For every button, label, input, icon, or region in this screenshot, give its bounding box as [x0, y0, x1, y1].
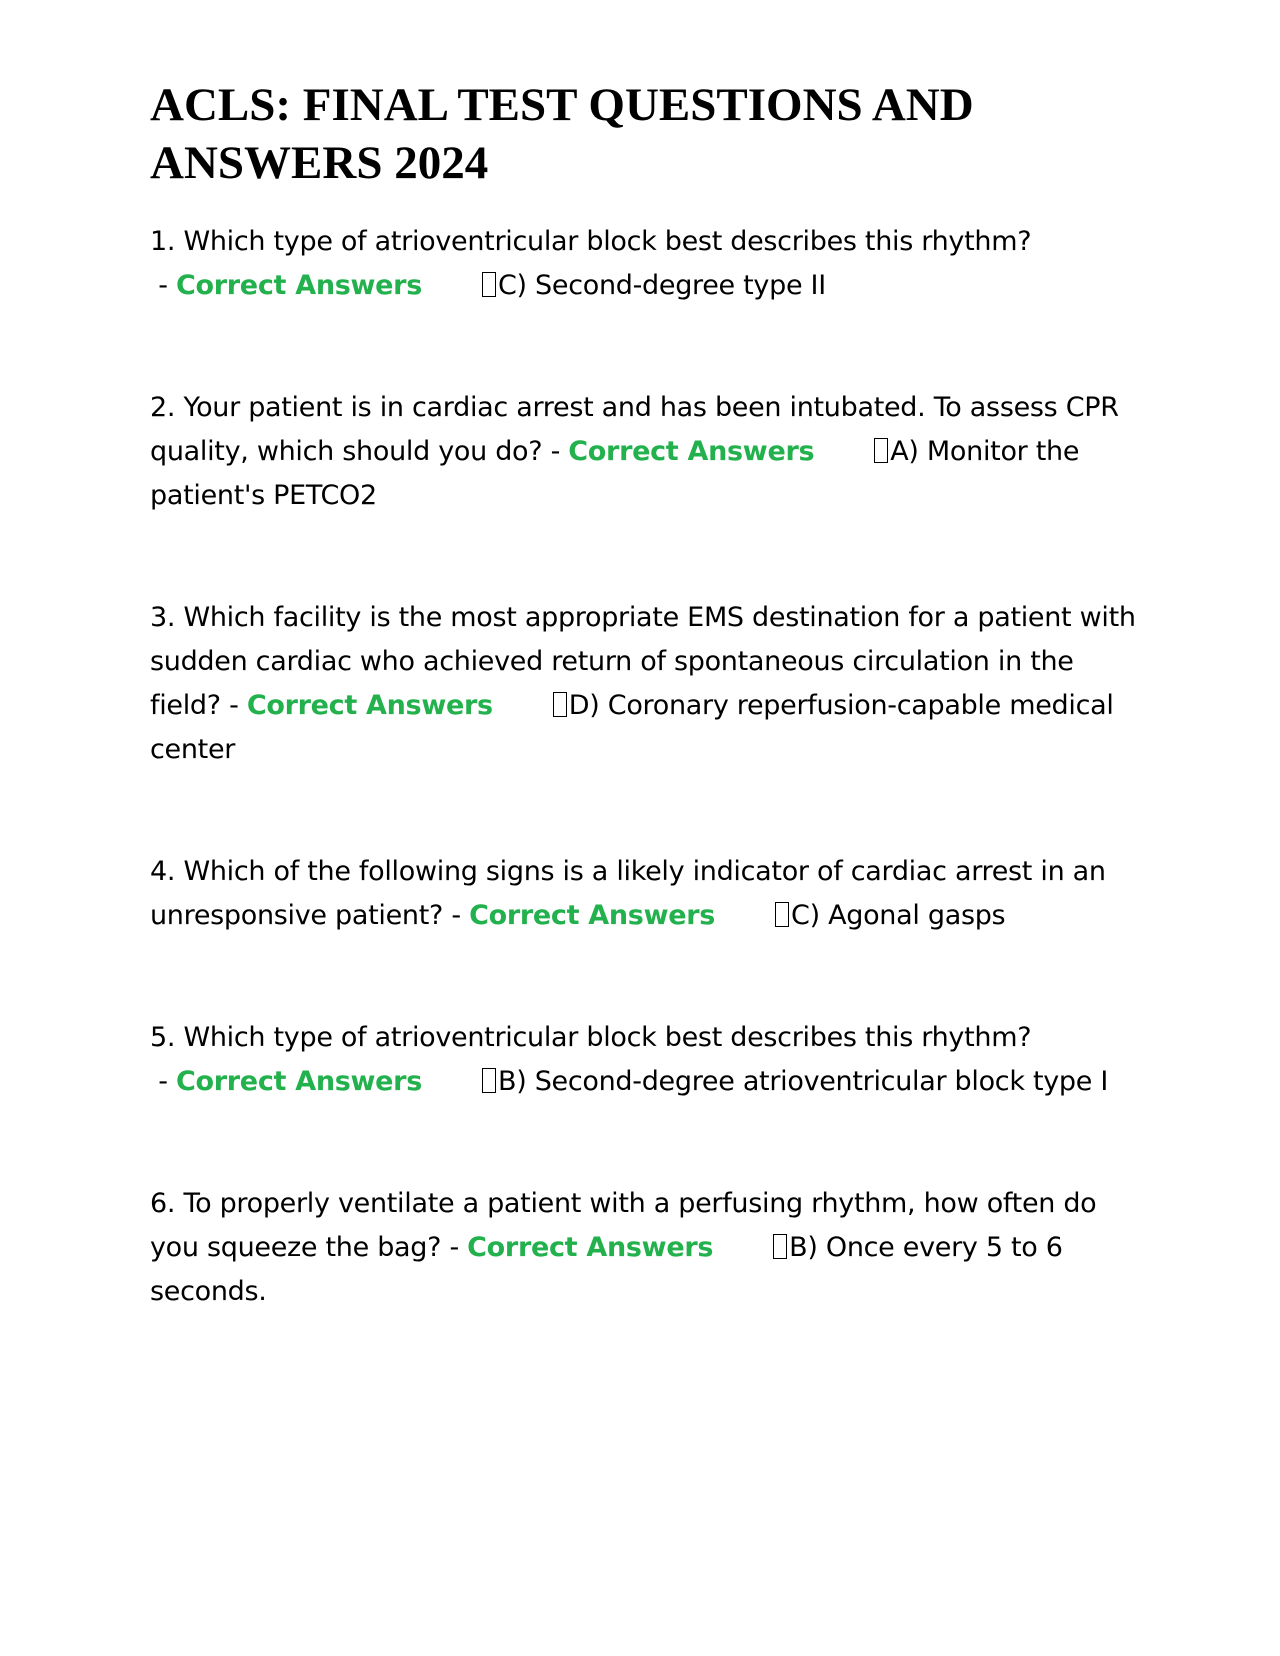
question-text: Which type of atrioventricular block best describes this rhythm?: [183, 226, 1032, 257]
missing-glyph-box-icon: [482, 1068, 496, 1093]
answer-text: C) Second-degree type II: [497, 270, 826, 301]
question-separator: -: [220, 690, 247, 721]
correct-answers-label: Correct Answers: [467, 1232, 714, 1263]
question-separator: -: [441, 1232, 468, 1263]
question-item-3: [150, 596, 1140, 772]
question-number: 6 .: [150, 1188, 183, 1219]
answer-text: A) Monitor the patient's PETCO2: [150, 436, 1080, 511]
question-item-5: [150, 1016, 1140, 1104]
document-page: [150, 76, 1140, 1392]
answer-text: B) Once every 5 to 6 seconds.: [150, 1232, 1063, 1307]
question-text: Which of the following signs is a likely indicator of cardiac arrest in an unresponsive patient?: [150, 856, 1106, 931]
answer-text: C) Agonal gasps: [791, 900, 1006, 931]
missing-glyph-box-icon: [775, 902, 789, 927]
question-number: 5 .: [150, 1022, 183, 1053]
question-separator: -: [542, 436, 569, 467]
missing-glyph-box-icon: [773, 1234, 787, 1259]
question-item-1: [150, 220, 1140, 308]
correct-answers-label: Correct Answers: [469, 900, 716, 931]
correct-answers-label: Correct Answers: [568, 436, 815, 467]
question-item-6: [150, 1182, 1140, 1314]
question-separator: -: [150, 270, 177, 301]
answer-text: B) Second-degree atrioventricular block type I: [497, 1066, 1109, 1097]
question-number: 4 .: [150, 856, 183, 887]
question-list: [150, 220, 1140, 1314]
correct-answers-label: Correct Answers: [246, 690, 493, 721]
question-text: Which type of atrioventricular block best describes this rhythm?: [183, 1022, 1032, 1053]
question-number: 2 .: [150, 392, 183, 423]
correct-answers-label: Correct Answers: [176, 1066, 422, 1097]
question-number: 1 .: [150, 226, 183, 257]
answer-text: D) Coronary reperfusion-capable medical center: [150, 690, 1114, 765]
missing-glyph-box-icon: [482, 272, 496, 297]
question-item-2: [150, 386, 1140, 518]
missing-glyph-box-icon: [553, 692, 567, 717]
question-number: 3 .: [150, 602, 183, 633]
question-text: To properly ventilate a patient with a perfusing rhythm, how often do you squeeze the bag?: [150, 1188, 1097, 1263]
question-separator: -: [150, 1066, 177, 1097]
question-item-4: [150, 850, 1140, 938]
missing-glyph-box-icon: [874, 438, 888, 463]
question-text: Your patient is in cardiac arrest and has been intubated. To assess CPR quality, which should you do?: [150, 392, 1119, 467]
correct-answers-label: Correct Answers: [176, 270, 422, 301]
question-separator: -: [443, 900, 470, 931]
document-title: ACLS: FINAL TEST QUESTIONS AND ANSWERS 2024: [150, 79, 974, 189]
question-text: Which facility is the most appropriate EMS destination for a patient with sudden cardiac who achieved return of spontaneous circulation in the field?: [150, 602, 1136, 721]
